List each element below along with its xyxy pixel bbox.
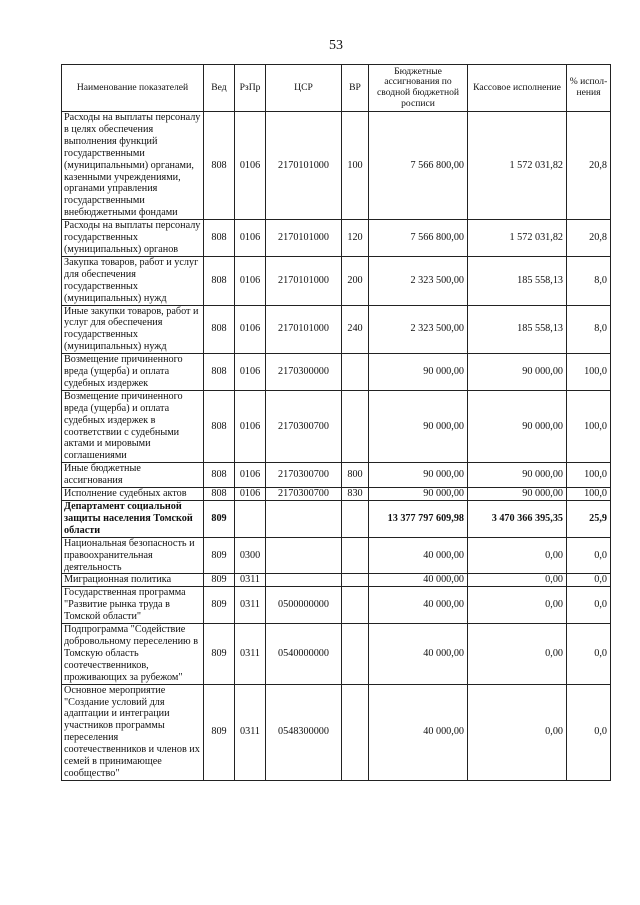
row-rzpr: 0106 [235,305,266,354]
row-ved: 809 [204,501,235,538]
row-cash: 0,00 [468,574,567,587]
row-csr: 2170101000 [266,256,342,305]
row-name: Миграционная политика [62,574,204,587]
row-name: Департамент социальной защиты населения Томской области [62,501,204,538]
row-rzpr: 0311 [235,684,266,780]
table-row [62,537,611,574]
row-csr [266,501,342,538]
row-budget: 13 377 797 609,98 [369,501,468,538]
row-csr [266,537,342,574]
row-name: Расходы на выплаты персоналу государственных (муниципальных) органов [62,220,204,257]
table-row [62,112,611,220]
row-ved: 809 [204,587,235,624]
row-cash: 1 572 031,82 [468,220,567,257]
row-budget: 90 000,00 [369,354,468,391]
row-csr: 2170101000 [266,112,342,220]
table-body [62,112,611,781]
row-ved: 808 [204,305,235,354]
header-vr: ВР [342,65,369,112]
row-name: Закупка товаров, работ и услуг для обеспечения государственных (муниципальных) нужд [62,256,204,305]
row-budget: 40 000,00 [369,574,468,587]
row-budget: 40 000,00 [369,684,468,780]
header-name: Наименование показателей [62,65,204,112]
row-budget: 90 000,00 [369,463,468,488]
row-percent: 0,0 [567,624,611,685]
row-percent: 25,9 [567,501,611,538]
header-percent: % испол-нения [567,65,611,112]
row-rzpr: 0106 [235,112,266,220]
row-name: Иные бюджетные ассигнования [62,463,204,488]
row-ved: 808 [204,112,235,220]
row-budget: 90 000,00 [369,488,468,501]
header-budget: Бюджетные ассигнования по сводной бюджетной росписи [369,65,468,112]
row-rzpr: 0106 [235,488,266,501]
row-percent: 0,0 [567,574,611,587]
table-row [62,390,611,462]
row-csr: 0540000000 [266,624,342,685]
row-ved: 809 [204,537,235,574]
row-budget: 7 566 800,00 [369,112,468,220]
row-cash: 185 558,13 [468,305,567,354]
row-name: Исполнение судебных актов [62,488,204,501]
table-row [62,256,611,305]
row-vr [342,354,369,391]
row-vr: 240 [342,305,369,354]
row-cash: 0,00 [468,587,567,624]
row-vr: 800 [342,463,369,488]
row-csr: 0500000000 [266,587,342,624]
row-budget: 40 000,00 [369,537,468,574]
row-rzpr: 0106 [235,220,266,257]
row-name: Иные закупки товаров, работ и услуг для обеспечения государственных (муниципальных) нужд [62,305,204,354]
row-cash: 0,00 [468,537,567,574]
row-name: Возмещение причиненного вреда (ущерба) и оплата судебных издержек [62,354,204,391]
row-name: Расходы на выплаты персоналу в целях обеспечения выполнения функций государственными (муниципальными) органами, казенными учреждениями, органами управления государственными внебюджетными фондами [62,112,204,220]
row-rzpr [235,501,266,538]
row-name: Основное мероприятие "Создание условий для адаптации и интеграции участников программы переселения соотечественников и членов их семей в принимающее сообщество" [62,684,204,780]
row-budget: 2 323 500,00 [369,305,468,354]
row-percent: 0,0 [567,537,611,574]
header-rzpr: РзПр [235,65,266,112]
row-name: Национальная безопасность и правоохранительная деятельность [62,537,204,574]
row-csr: 2170300700 [266,488,342,501]
row-rzpr: 0106 [235,390,266,462]
row-ved: 809 [204,574,235,587]
table-row [62,587,611,624]
row-ved: 808 [204,354,235,391]
row-budget: 2 323 500,00 [369,256,468,305]
row-csr: 2170300700 [266,463,342,488]
row-cash: 90 000,00 [468,463,567,488]
row-rzpr: 0311 [235,587,266,624]
row-ved: 808 [204,256,235,305]
table-row [62,354,611,391]
row-budget: 40 000,00 [369,587,468,624]
row-cash: 0,00 [468,624,567,685]
table-row [62,220,611,257]
table-row-department [62,501,611,538]
table-row [62,684,611,780]
row-percent: 8,0 [567,256,611,305]
row-ved: 808 [204,390,235,462]
row-percent: 100,0 [567,488,611,501]
row-ved: 809 [204,684,235,780]
row-percent: 100,0 [567,390,611,462]
row-vr [342,537,369,574]
table-row [62,488,611,501]
header-ved: Вед [204,65,235,112]
row-percent: 20,8 [567,112,611,220]
row-budget: 90 000,00 [369,390,468,462]
table-header-row [62,65,611,112]
header-cash: Кассовое исполнение [468,65,567,112]
row-cash: 1 572 031,82 [468,112,567,220]
row-rzpr: 0311 [235,624,266,685]
row-ved: 808 [204,488,235,501]
row-percent: 0,0 [567,684,611,780]
row-rzpr: 0106 [235,463,266,488]
row-rzpr: 0300 [235,537,266,574]
row-cash: 0,00 [468,684,567,780]
row-csr: 2170101000 [266,220,342,257]
page-number: 53 [329,38,343,53]
row-name: Подпрограмма "Содействие добровольному переселению в Томскую область соотечественников, проживающих за рубежом" [62,624,204,685]
table-row [62,305,611,354]
row-csr: 2170300000 [266,354,342,391]
row-csr: 2170101000 [266,305,342,354]
row-percent: 100,0 [567,463,611,488]
row-csr [266,574,342,587]
row-vr [342,624,369,685]
row-vr: 100 [342,112,369,220]
row-ved: 808 [204,220,235,257]
row-csr: 0548300000 [266,684,342,780]
table-row [62,624,611,685]
row-percent: 0,0 [567,587,611,624]
row-cash: 3 470 366 395,35 [468,501,567,538]
row-percent: 20,8 [567,220,611,257]
row-vr [342,390,369,462]
row-percent: 100,0 [567,354,611,391]
row-budget: 7 566 800,00 [369,220,468,257]
row-cash: 90 000,00 [468,354,567,391]
row-vr [342,587,369,624]
row-rzpr: 0311 [235,574,266,587]
row-rzpr: 0106 [235,354,266,391]
row-vr [342,684,369,780]
row-rzpr: 0106 [235,256,266,305]
row-ved: 808 [204,463,235,488]
budget-execution-table [61,64,611,781]
header-csr: ЦСР [266,65,342,112]
row-vr [342,574,369,587]
row-percent: 8,0 [567,305,611,354]
row-cash: 185 558,13 [468,256,567,305]
row-csr: 2170300700 [266,390,342,462]
row-vr: 120 [342,220,369,257]
row-vr: 200 [342,256,369,305]
row-cash: 90 000,00 [468,390,567,462]
row-cash: 90 000,00 [468,488,567,501]
row-name: Возмещение причиненного вреда (ущерба) и оплата судебных издержек в соответствии с судебными актами и мировыми соглашениями [62,390,204,462]
row-name: Государственная программа "Развитие рынка труда в Томской области" [62,587,204,624]
row-ved: 809 [204,624,235,685]
table-row [62,574,611,587]
table-row [62,463,611,488]
row-budget: 40 000,00 [369,624,468,685]
row-vr: 830 [342,488,369,501]
row-vr [342,501,369,538]
